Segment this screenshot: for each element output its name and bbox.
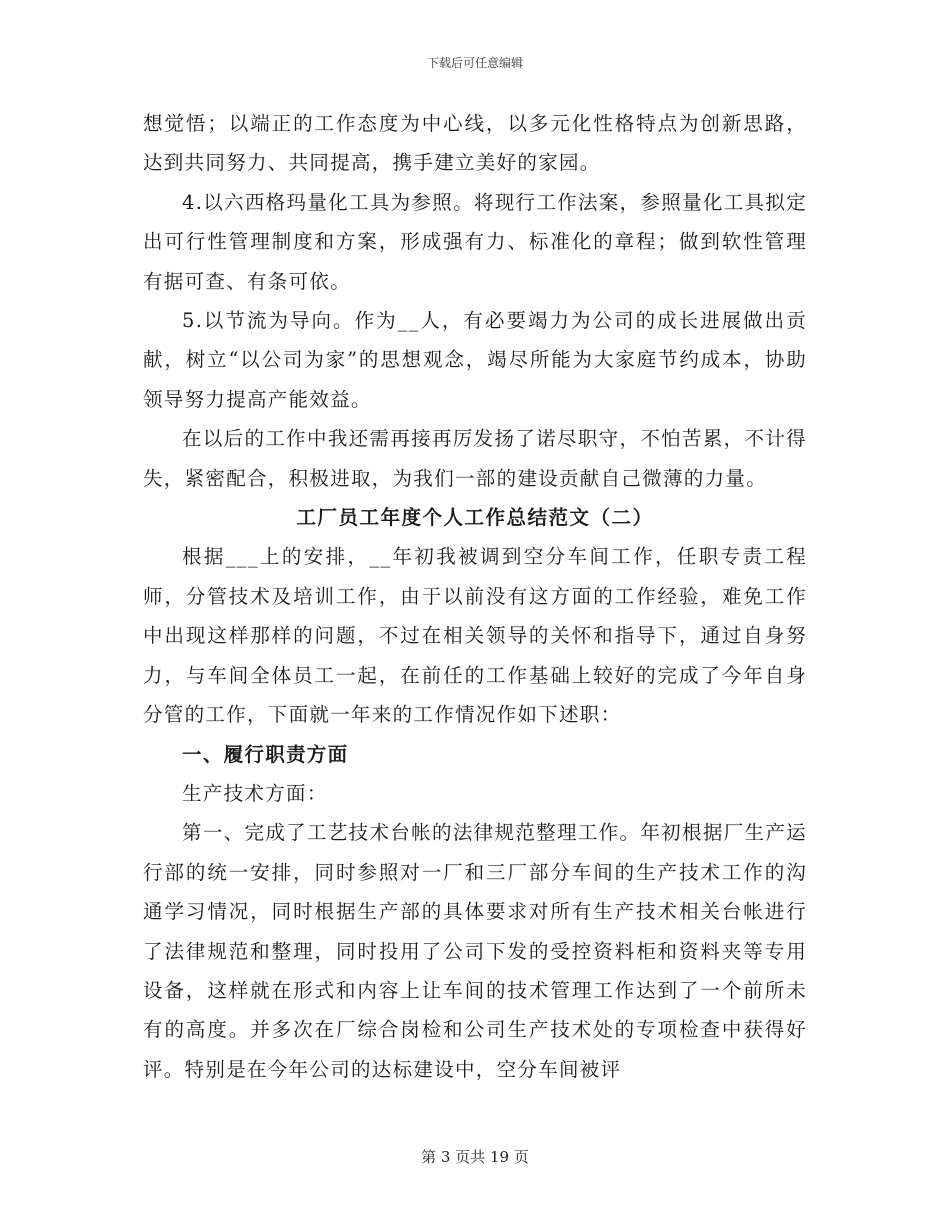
paragraph-intro: 根据___上的安排，__年初我被调到空分车间工作，任职专责工程师，分管技术及培训工作，由于以前没有这方面的工作经验，难免工作中出现这样那样的问题，不过在相关领导的关怀和指导下，通过自身努力，与车间全体员工一起，在前任的工作基础上较好的完成了今年自身分管的工作，下面就一年来的工作情况作如下述职： — [143, 545, 807, 727]
document-body — [143, 104, 807, 1089]
paragraph-item-4: 4.以六西格玛量化工具为参照。将现行工作法案，参照量化工具拟定出可行性管理制度和方案，形成强有力、标准化的章程；做到软性管理有据可查、有条可依。 — [143, 190, 807, 293]
heading-duties: 一、履行职责方面 — [182, 742, 349, 766]
section-title: 工厂员工年度个人工作总结范文（二） — [296, 506, 654, 530]
paragraph-item-5: 5.以节流为导向。作为__人，有必要竭力为公司的成长进展做出贡献，树立“以公司为家”的思想观念，竭尽所能为大家庭节约成本，协助领导努力提高产能效益。 — [143, 309, 807, 411]
paragraph-subheading: 生产技术方面： — [182, 781, 328, 805]
paragraph-first-point: 第一、完成了工艺技术台帐的法律规范整理工作。年初根据厂生产运行部的统一安排，同时参照对一厂和三厂部分车间的生产技术工作的沟通学习情况，同时根据生产部的具体要求对所有生产技术相关台帐进行了法律规范和整理，同时投用了公司下发的受控资料柜和资料夹等专用设备，这样就在形式和内容上让车间的技术管理工作达到了一个前所未有的高度。并多次在厂综合岗检和公司生产技术处的专项检查中获得好评。特别是在今年公司的达标建设中，空分车间被评 — [143, 821, 807, 1081]
paragraph-closing: 在以后的工作中我还需再接再厉发扬了诺尽职守，不怕苦累，不计得失，紧密配合，积极进取，为我们一部的建设贡献自己微薄的力量。 — [143, 427, 807, 490]
page-header: 下载后可任意编辑 — [426, 56, 523, 70]
page-footer: 第 3 页共 19 页 — [421, 1148, 529, 1166]
paragraph-continuation: 想觉悟；以端正的工作态度为中心线，以多元化性格特点为创新思路，达到共同努力、共同提高，携手建立美好的家园。 — [143, 112, 807, 175]
